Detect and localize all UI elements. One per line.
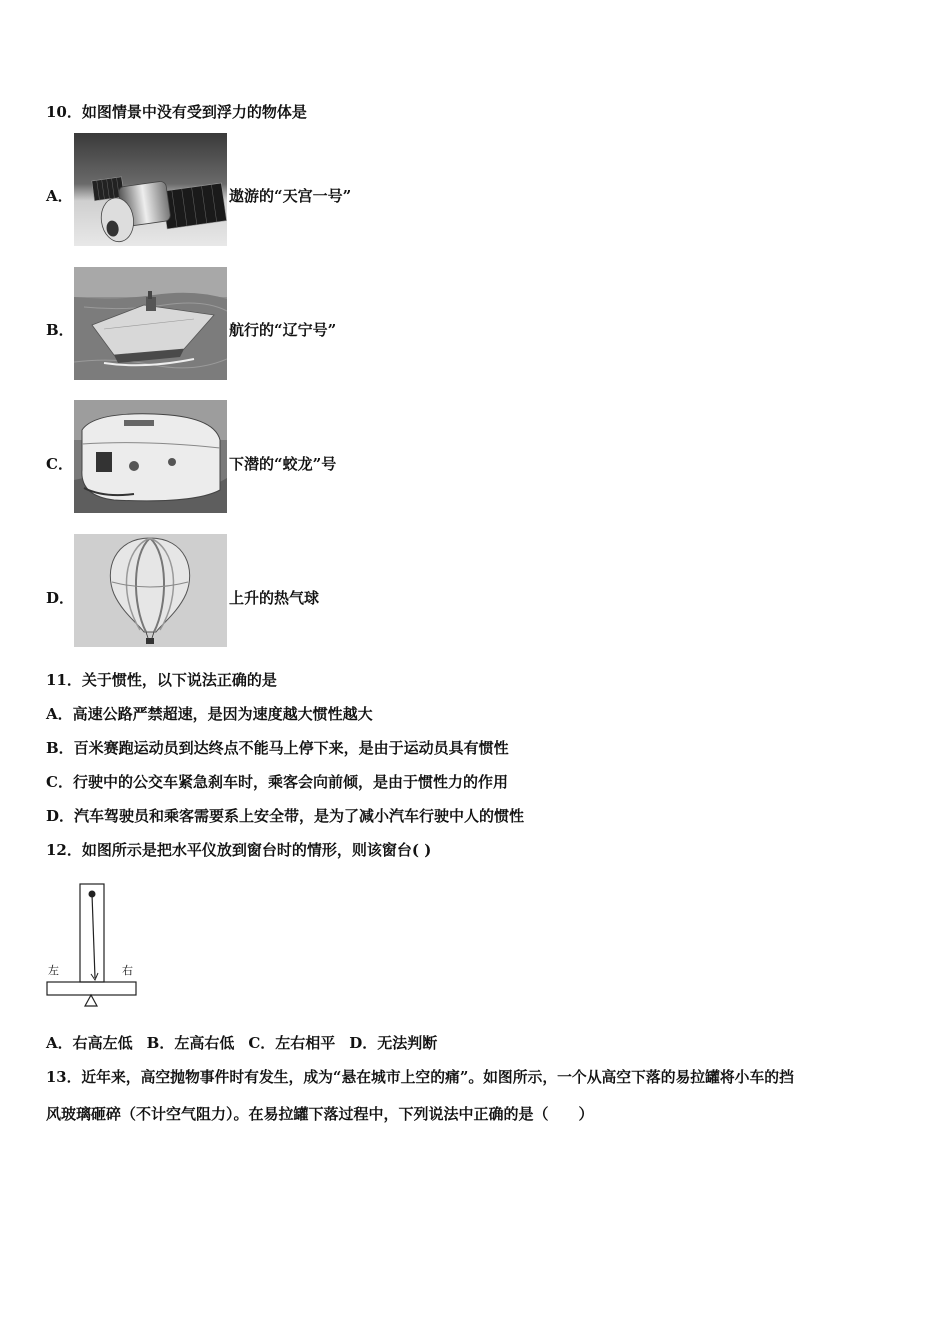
level-instrument-figure — [44, 882, 144, 1012]
q10-stem: 10．如图情景中没有受到浮力的物体是 — [46, 103, 307, 121]
q12-option-c: C．左右相平 — [248, 1034, 336, 1052]
q12-options — [46, 1033, 451, 1053]
q13-line-2: 风玻璃砸碎（不计空气阻力）。在易拉罐下落过程中，下列说法中正确的是（ ） — [46, 1105, 594, 1123]
jiaolong-submersible-image — [74, 400, 227, 513]
q12-option-a: A．右高左低 — [46, 1034, 133, 1052]
q10-option-b-label: B． — [46, 321, 74, 339]
q10-option-a-text: 遨游的“天宫一号” — [229, 187, 352, 205]
q12-option-d: D．无法判断 — [349, 1034, 438, 1052]
figure-left-label: 左 — [48, 964, 59, 977]
q10-option-d-text: 上升的热气球 — [229, 589, 320, 607]
q10-option-c-text: 下潜的“蛟龙”号 — [229, 455, 337, 473]
q10-option-d-label: D． — [46, 589, 75, 607]
tiangong-image — [74, 133, 227, 246]
q11-option-a: A．高速公路严禁超速，是因为速度越大惯性越大 — [46, 705, 373, 723]
figure-right-label: 右 — [122, 964, 133, 977]
q11-option-c: C．行驶中的公交车紧急刹车时，乘客会向前倾，是由于惯性力的作用 — [46, 773, 508, 791]
q10-option-a-label: A． — [46, 187, 73, 205]
q12-option-b: B．左高右低 — [146, 1034, 235, 1052]
q13-line-1: 13．近年来，高空抛物事件时有发生，成为“悬在城市上空的痛”。如图所示，一个从高空下落的易拉罐将小车的挡 — [46, 1069, 794, 1086]
hot-air-balloon-image — [74, 534, 227, 647]
q10-option-b-text: 航行的“辽宁号” — [229, 321, 337, 339]
q11-stem: 11．关于惯性，以下说法正确的是 — [46, 671, 277, 689]
q11-option-b: B．百米赛跑运动员到达终点不能马上停下来，是由于运动员具有惯性 — [46, 739, 509, 757]
q11-option-d: D．汽车驾驶员和乘客需要系上安全带，是为了减小汽车行驶中人的惯性 — [46, 807, 525, 825]
liaoning-carrier-image — [74, 267, 227, 380]
q10-option-c-label: C． — [46, 455, 73, 473]
q12-stem: 12．如图所示是把水平仪放到窗台时的情形，则该窗台( ) — [46, 841, 432, 859]
